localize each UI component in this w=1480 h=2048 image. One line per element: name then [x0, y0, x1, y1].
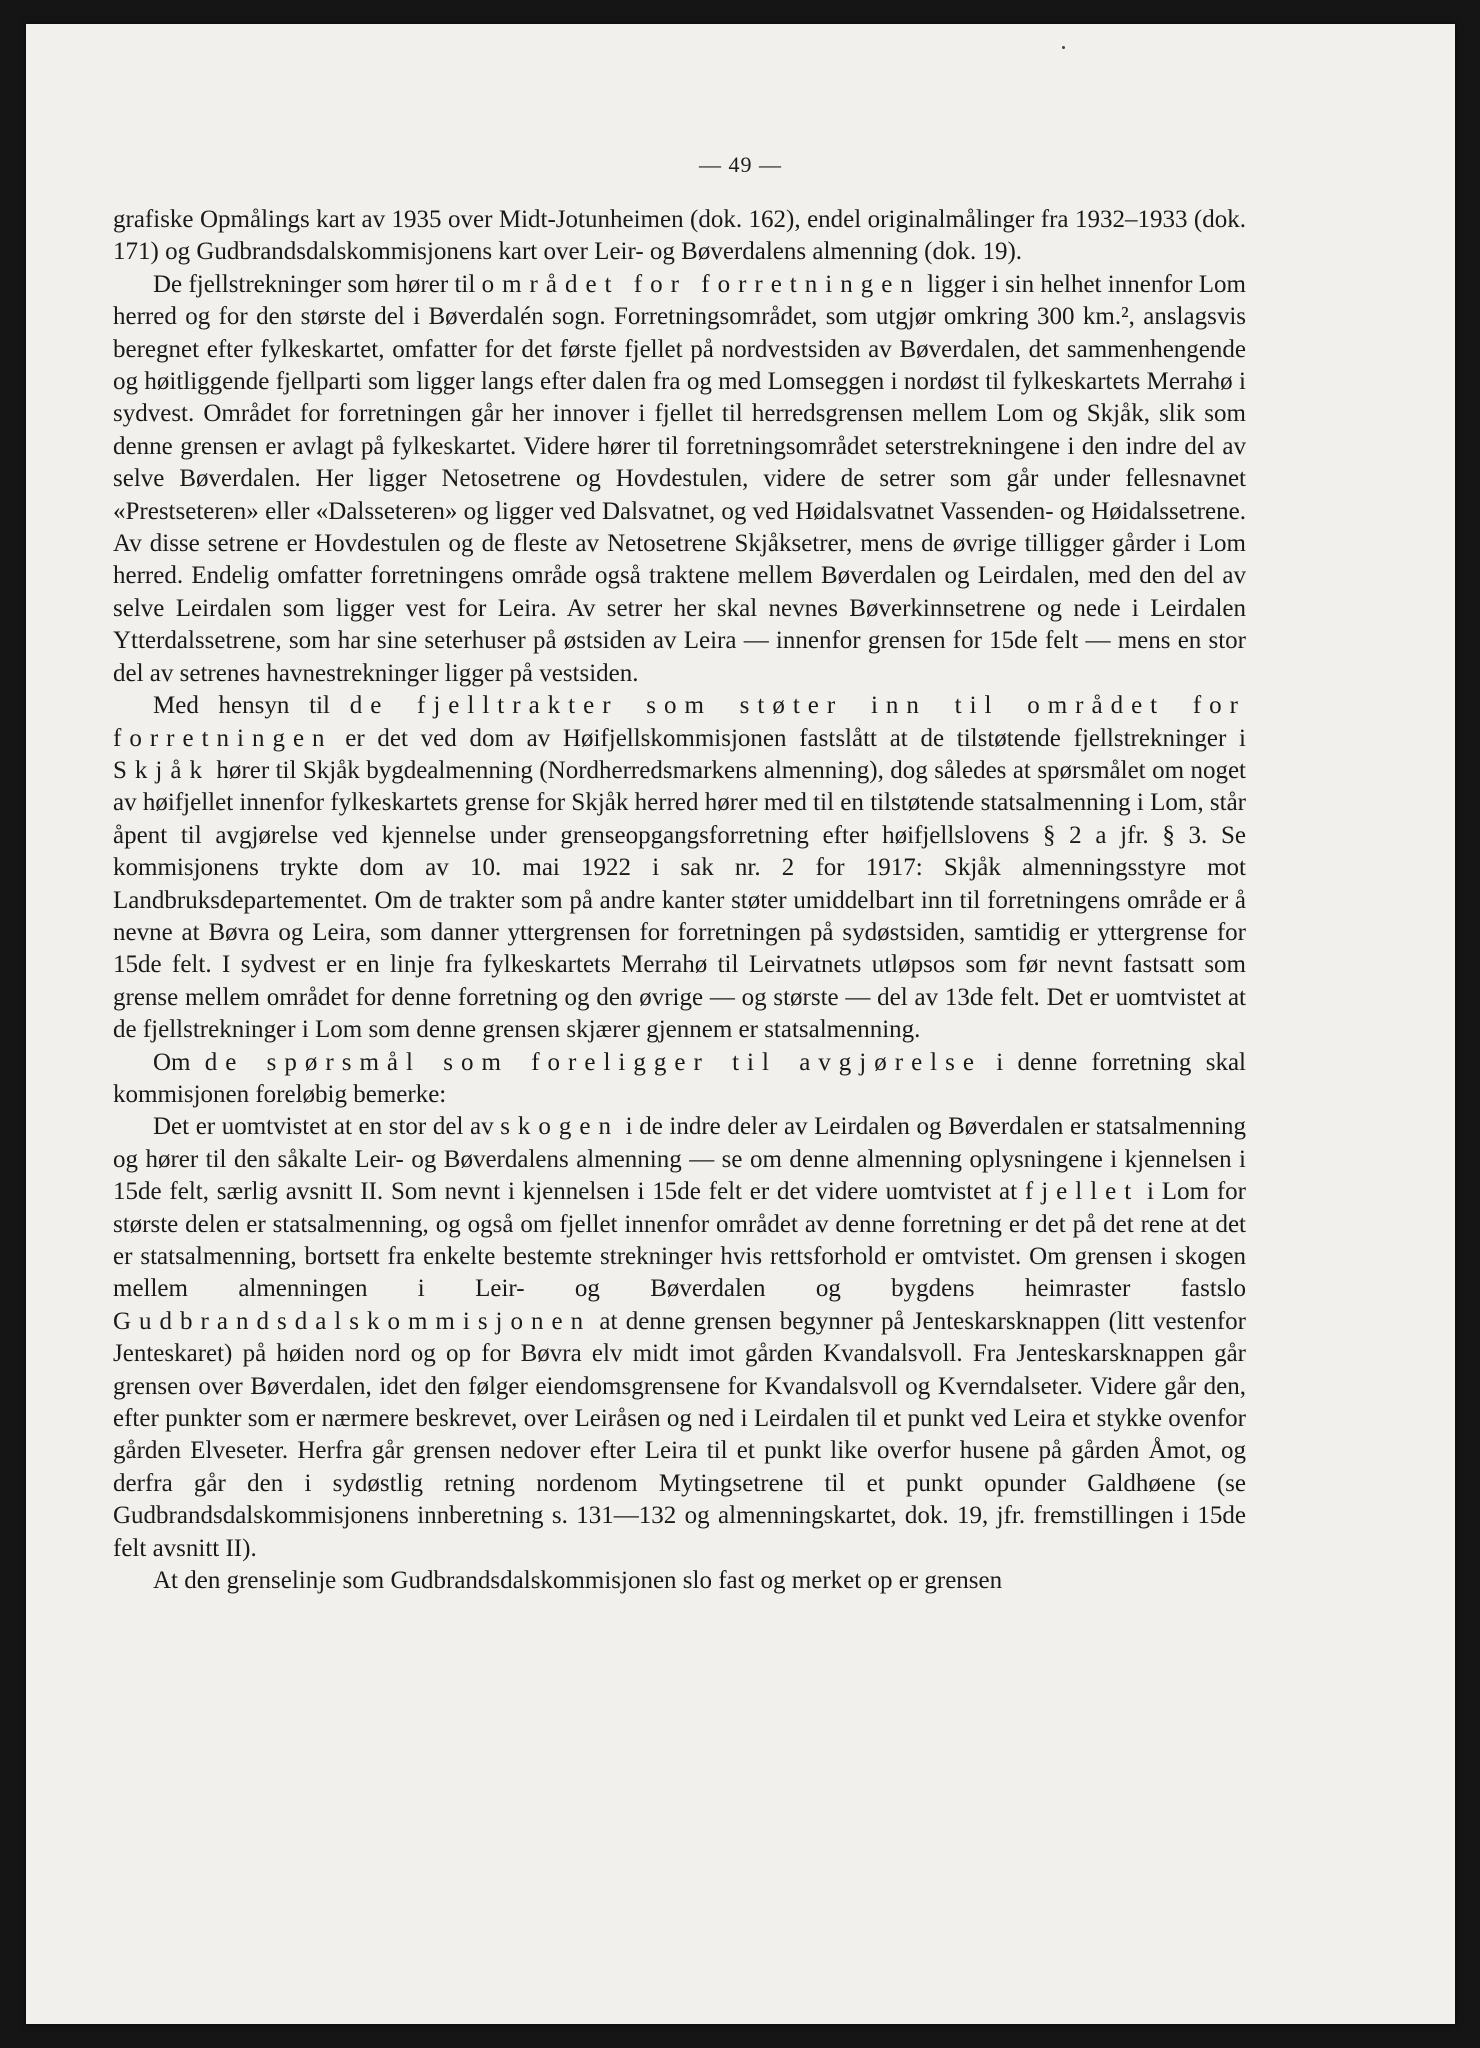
text-run: at denne grensen begynner på Jenteskarsknappen (litt vestenfor Jenteskaret) på høiden nord og op for Bøvra elv midt imot gården Kvandalsvoll. Fra Jenteskarsknappen går grensen over Bøverdalen, idet den følger eiendomsgrensene for Kvandalsvoll og Kverndalseter. Videre går den, efter punkter som er nærmere beskrevet, over Leiråsen og ned i Leirdalen til et punkt ved Leira et stykke ovenfor gården Elveseter. Herfra går grensen nedover efter Leira til et punkt like overfor husene på gården Åmot, og derfra går den i sydøstlig retning nordenom Mytingsetrene til et punkt opunder Galdhøene (se Gudbrandsdalskommisjonens innberetning s. 131—132 og almenningskartet, dok. 19, jfr. fremstillingen i 15de felt avsnitt II). [113, 1307, 1246, 1562]
paragraph-p2 [113, 269, 1246, 690]
text-run: ligger i sin helhet innenfor Lom herred og for den største del i Bøverdalén sogn. Forretningsområdet, som utgjør omkring 300 km.², anslagsvis beregnet efter fylkeskartet, omfatter for det første fjellet på nordvestsiden av Bøverdalen, det sammenhengende og høitliggende fjellparti som ligger langs efter dalen fra og med Lomseggen i nordøst til fylkeskartets Merrahø i sydvest. Området for forretningen går her innover i fjellet til herredsgrensen mellem Lom og Skjåk, slik som denne grensen er avlagt på fylkeskartet. Videre hører til forretningsområdet seterstrekningene i den indre del av selve Bøverdalen. Her ligger Netosetrene og Hovdestulen, videre de setrer som går under fellesnavnet «Prestseteren» eller «Dalsseteren» og ligger ved Dalsvatnet, og ved Høidalsvatnet Vassenden- og Høidalssetrene. Av disse setrene er Hovdestulen og de fleste av Netosetrene Skjåksetrer, mens de øvrige tilligger gårder i Lom herred. Endelig omfatter forretningens område også traktene mellem Bøverdalen og Leirdalen, med den del av selve Leirdalen som ligger vest for Leira. Av setrer her skal nevnes Bøverkinnsetrene og nede i Leirdalen Ytterdalssetrene, som har sine seterhuser på østsiden av Leira — innenfor grensen for 15de felt — mens en stor del av setrenes havnestrekninger ligger på vestsiden. [113, 270, 1246, 687]
paragraph-p3 [113, 690, 1246, 1046]
spaced-emphasis: de fjelltrakter som støter inn til området for forretningen [113, 692, 1246, 752]
text-run: i denne forretning skal kommisjonen foreløbig bemerke: [113, 1048, 1247, 1108]
text-run: grafiske Opmålings kart av 1935 over Midt-Jotunheimen (dok. 162), endel originalmålinger fra 1932–1933 (dok. 171) og Gudbrandsdalskommisjonens kart over Leir- og Bøverdalens almenning (dok. 19). [113, 206, 1246, 266]
spaced-emphasis: de spørsmål som foreligger til avgjørelse [204, 1048, 982, 1076]
spaced-emphasis: skogen [500, 1113, 620, 1141]
paragraph-p6 [113, 1565, 1246, 1597]
text-run: De fjellstrekninger som hører til [153, 270, 482, 298]
text-run: Det er uomtvistet at en stor del av [153, 1113, 501, 1141]
spaced-emphasis: Skjåk [113, 756, 210, 784]
paragraph-p4 [113, 1047, 1246, 1112]
text-run: Med hensyn til [153, 692, 350, 720]
text-run: hører til Skjåk bygdealmenning (Nordherredsmarkens almenning), dog således at spørsmålet om noget av høifjellet innenfor fylkeskartets grense for Skjåk herred hører med til en tilstøtende statsalmenning i Lom, står åpent til avgjørelse ved kjennelse under grenseopgangsforretning efter høifjellslovens § 2 a jfr. § 3. Se kommisjonens trykte dom av 10. mai 1922 i sak nr. 2 for 1917: Skjåk almenningsstyre mot Landbruksdepartementet. Om de trakter som på andre kanter støter umiddelbart inn til forretningens område er å nevne at Bøvra og Leira, som danner yttergrensen for forretningen på sydøstsiden, samtidig er yttergrense for 15de felt. I sydvest er en linje fra fylkeskartets Merrahø til Leirvatnets utløpsos som før nevnt fastsatt som grense mellem området for denne forretning og den øvrige — og største — del av 13de felt. Det er uomtvistet at de fjellstrekninger i Lom som denne grensen skjærer gjennem er statsalmenning. [113, 756, 1246, 1044]
document-page [26, 24, 1455, 2024]
spaced-emphasis: Gudbrandsdalskommisjonen [113, 1307, 592, 1335]
text-run: er det ved dom av Høifjellskommisjonen fastslått at de tilstøtende fjellstrekninger i [332, 724, 1246, 752]
text-run: i de indre deler av Leirdalen og Bøverdalen er statsalmenning og hører til den såkalte Leir- og Bøverdalens almenning — se om denne almenning oplysningene i kjennelsen i 15de felt, særlig avsnitt II. Som nevnt i kjennelsen i 15de felt er det videre uomtvistet at [113, 1113, 1246, 1206]
paragraph-p5 [113, 1111, 1246, 1565]
paragraph-p1 [113, 204, 1246, 269]
page-speck [1062, 46, 1065, 49]
text-run: Om [153, 1048, 205, 1076]
spaced-emphasis: området for forretningen [481, 270, 921, 298]
text-run: i Lom for største delen er statsalmenning, og også om fjellet innenfor området av denne forretning er det på det rene at det er statsalmenning, bortsett fra enkelte bestemte strekninger hvis rettsforhold er omtvistet. Om grensen i skogen mellem almenningen i Leir- og Bøverdalen og bygdens heimraster fastslo [113, 1178, 1246, 1303]
page-number: — 49 — [699, 152, 782, 177]
spaced-emphasis: fjellet [1024, 1178, 1140, 1206]
body-text [113, 204, 1246, 1597]
text-run: At den grenselinje som Gudbrandsdalskommisjonen slo fast og merket op er grensen [153, 1567, 1003, 1595]
